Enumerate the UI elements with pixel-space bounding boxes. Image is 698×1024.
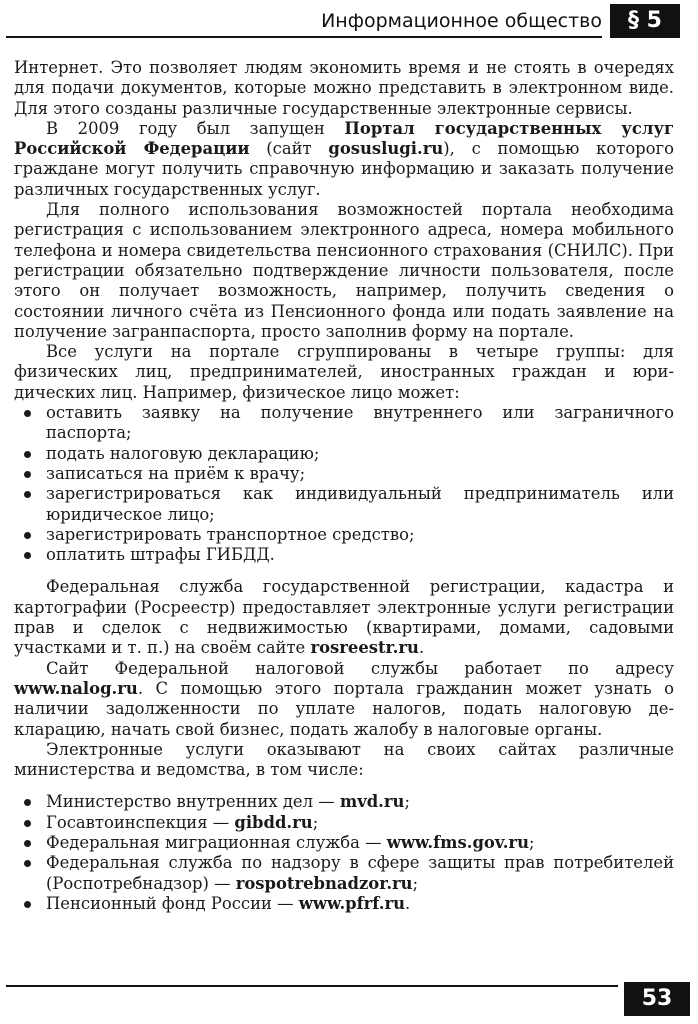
paragraph <box>14 577 674 658</box>
text-run: оставить заявку на получение внутреннего или заграничного паспорта; <box>46 403 674 443</box>
bullet-icon <box>24 532 31 539</box>
paragraph <box>14 119 674 200</box>
list-item <box>14 853 674 894</box>
bullet-icon <box>24 451 31 458</box>
list-item <box>14 464 674 484</box>
section-badge: § 5 <box>610 4 680 38</box>
text-run: Все услуги на портале сгруппированы в четыре группы: для физических лиц, предпринимателей, иностранных граждан и юридических лиц. Например, физическое лицо может: <box>14 342 674 402</box>
bullet-icon <box>24 840 31 847</box>
bullet-icon <box>24 491 31 498</box>
text-run: ; <box>529 832 535 852</box>
bullet-icon <box>24 860 31 867</box>
paragraph <box>14 200 674 342</box>
text-run: подать налоговую декларацию; <box>46 443 320 463</box>
text-run: ; <box>404 792 410 812</box>
text-run: ), с помощью которого граждане могут получить справочную информацию и заказать получение различных государственных услуг. <box>14 139 675 199</box>
bullet-icon <box>24 799 31 806</box>
bold-text: rosreestr.ru <box>310 638 419 658</box>
bold-text: www.pfrf.ru <box>298 893 406 913</box>
text-run: В 2009 году был запущен <box>46 118 345 138</box>
text-run: Сайт Федеральной налоговой службы работает по адресу <box>46 658 674 678</box>
text-run: Федеральная миграционная служба — <box>46 832 387 852</box>
bold-text: gibdd.ru <box>234 812 313 832</box>
list-item <box>14 833 674 853</box>
text-run: зарегистрироваться как индивидуальный предприниматель или юридическое лицо; <box>46 484 674 524</box>
bold-text: mvd.ru <box>339 792 405 812</box>
bullet-list-services <box>14 403 674 565</box>
list-item <box>14 545 674 565</box>
list-item <box>14 813 674 833</box>
bold-text: gosuslugi.ru <box>328 139 444 159</box>
text-run: ; <box>312 812 319 832</box>
running-header-title: Информационное общество <box>321 10 602 32</box>
list-item <box>14 792 674 812</box>
bold-text: Портал государственных услуг Российской Федерации <box>14 118 674 159</box>
bullet-icon <box>24 901 31 908</box>
paragraph <box>14 659 674 740</box>
bold-text: www.fms.gov.ru <box>386 832 529 852</box>
paragraph <box>14 58 674 119</box>
bullet-icon <box>24 552 31 559</box>
text-run: записаться на приём к врачу; <box>46 463 306 483</box>
bullet-icon <box>24 471 31 478</box>
list-item <box>14 484 674 525</box>
text-run: Пенсионный фонд России — <box>46 893 299 913</box>
bold-text: www.nalog.ru <box>14 678 138 698</box>
text-run: Интернет. Это позволяет людям экономить время и не стоять в очередях для подачи документов, которые можно представить в электронном виде. Для этого созданы различные государственные электронные сервисы. <box>14 58 674 118</box>
text-run: Для полного использования возможностей портала необходима регистрация с использованием электронного адреса, номера мобильного телефона и номера свидетельства пенсионного страхования (СНИЛС). При регистрации обязательно подтверждение личности пользователя, после этого он получает возможность, например, получить сведения о состоянии личного счёта из Пенсионного фонда или подать заявление на получение загранпаспорта, просто заполнив форму на портале. <box>14 200 674 341</box>
running-header <box>6 4 688 38</box>
paragraph <box>14 740 674 781</box>
text-run: Министерство внутренних дел — <box>46 792 340 812</box>
text-run: оплатить штрафы ГИБДД. <box>46 545 275 565</box>
bullet-list-ministries <box>14 792 674 914</box>
header-rule <box>6 36 602 38</box>
text-run: ; <box>412 873 419 893</box>
list-item <box>14 403 674 444</box>
text-run: зарегистрировать транспортное средство; <box>46 524 415 544</box>
text-run: Госавтоинспекция — <box>46 812 235 832</box>
list-item <box>14 444 674 464</box>
text-run: Федеральная служба государственной регистрации, кадастра и картографии (Росреестр) предоставляет электронные услуги регистрации прав и сделок с недвижимостью (квартирами, домами, садовыми участками и т. п.) на своём сайте <box>14 577 674 658</box>
text-run: Федеральная служба по надзору в сфере защиты прав потребителей (Роспотребнадзор) — <box>46 853 674 893</box>
footer-rule <box>6 985 618 987</box>
bullet-icon <box>24 410 31 417</box>
paragraph <box>14 342 674 403</box>
bold-text: rospotrebnadzor.ru <box>235 873 413 893</box>
text-run: Электронные услуги оказывают на своих сайтах различные министерства и ведомства, в том числе: <box>14 739 674 780</box>
text-run: . <box>405 893 411 913</box>
bullet-icon <box>24 820 31 827</box>
list-item <box>14 525 674 545</box>
text-run: (сайт <box>249 139 329 159</box>
text-run: . <box>418 638 425 658</box>
text-run: . С помощью этого портала гражданин может узнать о наличии задолженности по уплате налогов, подать налоговую декларацию, начать свой бизнес, подать жалобу в налоговые органы. <box>14 678 674 739</box>
page-body <box>14 58 674 914</box>
page-number: 53 <box>624 982 690 1016</box>
list-item <box>14 894 674 914</box>
